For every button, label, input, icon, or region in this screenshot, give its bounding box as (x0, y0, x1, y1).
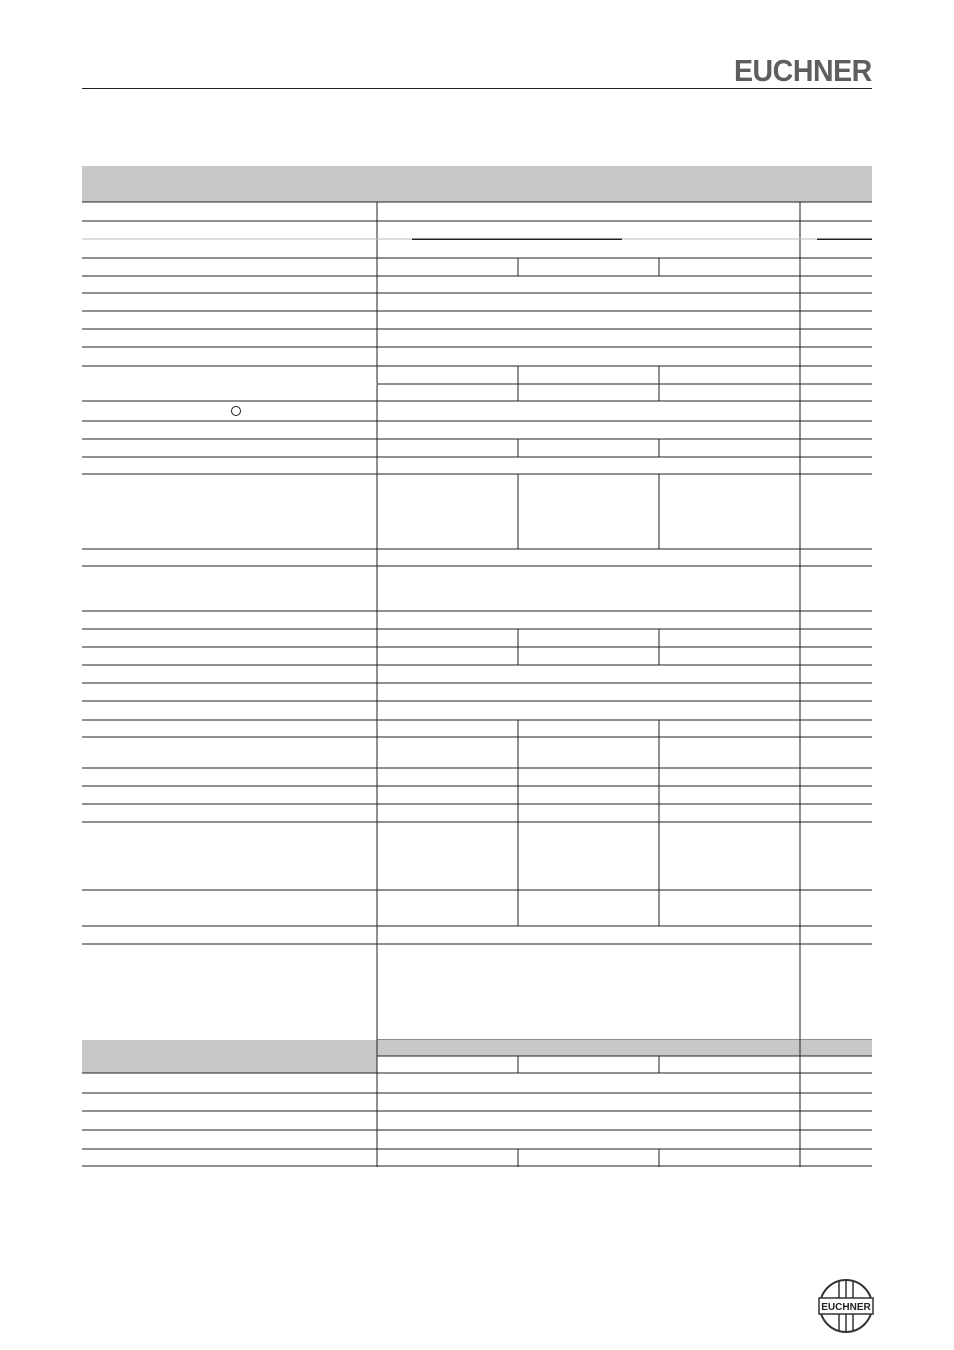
section-header-band-right (377, 1040, 872, 1056)
brand-logo: EUCHNER (734, 53, 872, 88)
header-rule (82, 88, 872, 89)
row-separators (82, 202, 872, 1166)
ul-listing-icon (228, 406, 244, 417)
table-grid (82, 166, 872, 1167)
footer-logo-icon (817, 1277, 875, 1335)
technical-data-table (82, 166, 872, 1167)
section-header-band (82, 1040, 377, 1073)
page-header (82, 44, 872, 89)
footer-logo-text: EUCHNER (821, 1302, 871, 1313)
